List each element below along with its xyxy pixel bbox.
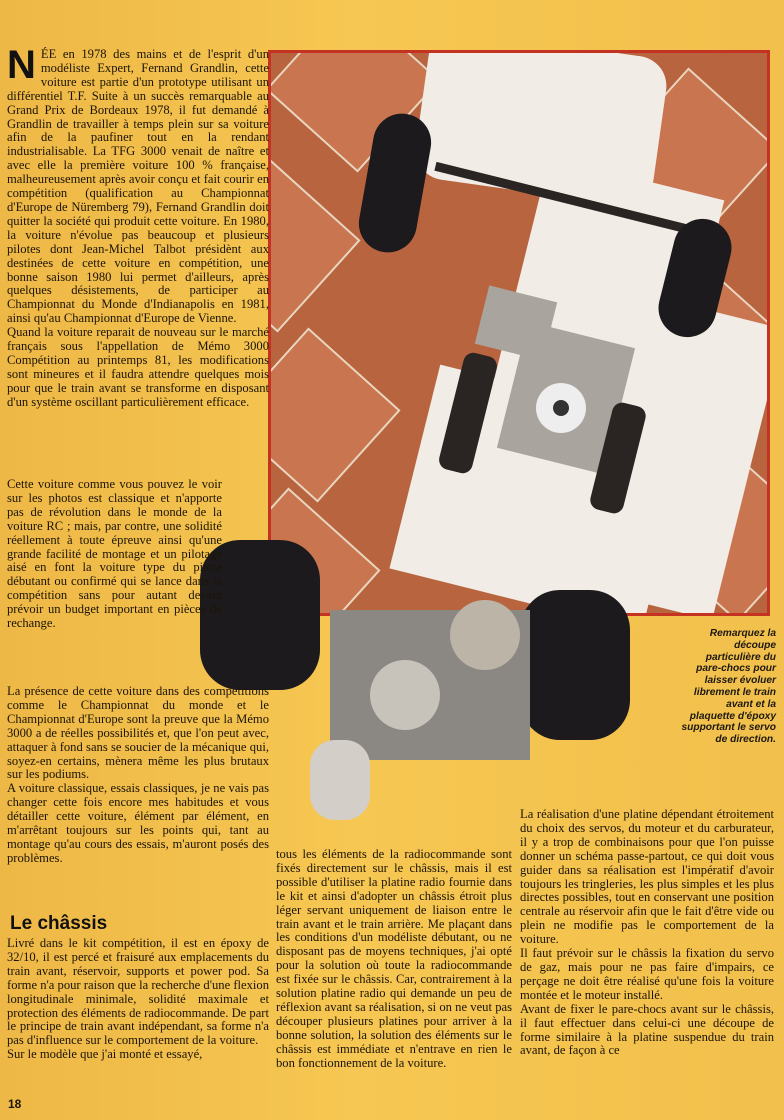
column-1-narrow [7, 478, 222, 631]
paragraph: Livré dans le kit compétition, il est en époxy de 32/10, il est percé et fraisuré aux emplacements du train avant, réservoir, supports et power pod. Sa forme n'a pour raison que la recherche d'une flexion longitudinale minimale, solidité maximale et protection des éléments de radiocommande. De part le principe de train avant indépendant, sa forme n'a pas d'influence sur le comportement de la voiture. [7, 936, 269, 1048]
photo-caption: Remarquez la découpe particulière du pare-chocs pour laisser évoluer librement le train avant et la plaquette d'époxy supportant le servo de direction. [681, 628, 776, 746]
drop-cap: N [7, 43, 36, 87]
paragraph: Avant de fixer le pare-chocs avant sur le châssis, il faut effectuer dans celui-ci une découpe de forme similaire à la platine suspendue du train avant, de façon à ce [520, 1001, 774, 1058]
paragraph: Sur le modèle que j'ai monté et essayé, [7, 1047, 203, 1062]
paragraph: La présence de cette voiture dans des compétitions comme le Championnat du monde et le Championnat d'Europe sont la preuve que la Mémo 3000 a de réelles possibilités et, que l'on peut avec, attaquer à fond sans se soucier de la mécanique qui, soyez-en certains, mènera même les plus brutaux sur les podiums. [7, 684, 269, 782]
paragraph: Cette voiture comme vous pouvez le voir sur les photos est classique et n'apporte pas de révolution dans le monde de la voiture RC ; mais, par contre, une solidité réellement à toute épreuve ainsi qu'une grande facilité de montage et un pilotage aisé en font la voiture type du pilote débutant ou confirmé qui se lance dans la compétition sans pour autant devant prévoir un budget important en pièces de rechange. [7, 477, 222, 631]
column-3 [520, 808, 774, 1058]
exhaust [310, 740, 370, 820]
paragraph: tous les éléments de la radiocommande sont fixés directement sur le châssis, mais il est possible d'utiliser la platine radio fournie dans le kit et ainsi d'adopter un châssis étroit plus léger servant uniquement de liaison entre le train avant et le train arrière. Me plaçant dans les conditions d'un modéliste débutant, ou ne disposant pas de moyens techniques, j'ai opté pour la solution où toute la radiocommande est fixée sur le châssis. Car, contrairement à la solution platine radio qui demande un peu de réflexion avant sa réalisation, si on ne veut pas découper plusieurs platines pour arriver à la bonne solution, la solution des éléments sur le châssis est immédiate et n'entrave en rien le bon fonctionnement de la voiture. [276, 847, 512, 1070]
paragraph: Quand la voiture reparait de nouveau sur le marché français sous l'appellation de Mémo 3000 Compétition au printemps 81, les modifications sont mineures et il faudra attendre quelques mois pour que le train avant se transforme en disposant d'un système oscillant particulièrement efficace. [7, 325, 269, 409]
column-1-middle [7, 685, 269, 866]
flywheel [450, 600, 520, 670]
page-number: 18 [8, 1097, 22, 1111]
column-1-bottom [7, 937, 269, 1062]
engine-head [370, 660, 440, 730]
column-1-top [7, 43, 269, 410]
paragraph: ÉE en 1978 des mains et de l'esprit d'un modéliste Expert, Fernand Grandlin, cette voiture est partie d'un prototype utilisant un différentiel T.F. Suite à un succès remarquable au Grand Prix de Bordeaux 1978, il fut demandé à Grandlin de travailler à temps plein sur sa voiture afin de la paufiner tout en la rendant industrialisable. La TFG 3000 venait de naître et avec elle la première voiture 100 % française, malheureusement après avoir conçu et fait courir en compétition (qualification au Championnat d'Europe de Nüremberg 79), Fernand Grandlin doit quitter la société qui produit cette voiture. En 1980, la voiture n'évolue pas beaucoup et plusieurs pilotes dont Jean-Michel Talbot présidènt aux destinées de cette voiture en compétition, une bonne saison 1980 lui permet d'ailleurs, après quelques désistements, de participer au Championnat du Monde d'Indianapolis en 1981, ainsi qu'au Championnat d'Europe de Vienne. [7, 47, 269, 326]
rear-right-tire [520, 590, 630, 740]
paragraph: La réalisation d'une platine dépendant étroitement du choix des servos, du moteur et du carburateur, il y a trop de combinaisons pour que l'on puisse donner un schéma passe-partout, ce qui doit vous guider dans sa réalisation est l'impératif d'avoir toujours les tringleries, les plus simples et les plus directes possibles, tout en conservant une position centrale au réservoir afin que le fait d'être vide ou plein ne modifie pas le comportement de la voiture. [520, 807, 774, 947]
paragraph: A voiture classique, essais classiques, je ne vais pas changer cette fois encore mes habitudes et vous détailler cette voiture, élément par élément, en m'arrêtant toujours sur les points qui, tant au montage qu'au cours des essais, m'auront posés des problèmes. [7, 781, 269, 865]
paragraph: Il faut prévoir sur le châssis la fixation du servo de gaz, mais pour ne pas faire d'impairs, ce perçage ne doit être réalisé qu'une fois la voiture montée et le moteur installé. [520, 946, 774, 1002]
rc-car-photo [268, 50, 770, 616]
section-title: Le châssis [10, 913, 108, 934]
column-2 [276, 848, 512, 1071]
